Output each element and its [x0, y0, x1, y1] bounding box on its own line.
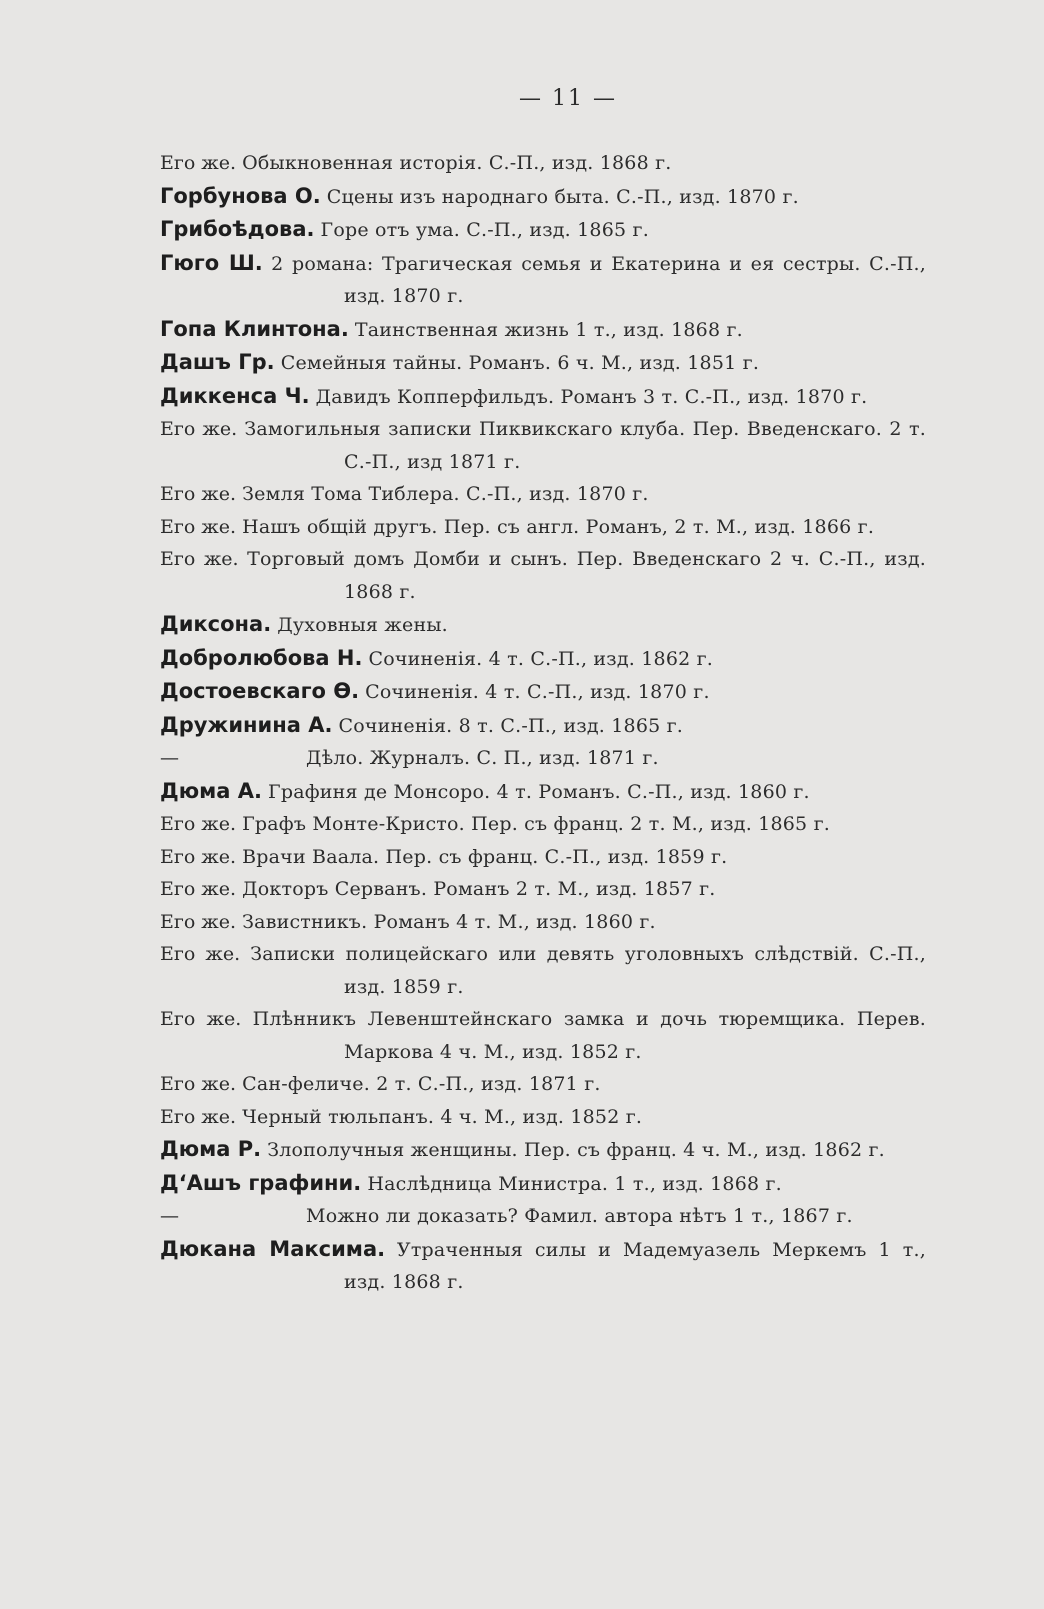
- entry-description: Записки полицейскаго или девять уголовныхъ слѣдствій. С.-П., изд. 1859 г.: [250, 943, 926, 998]
- entry-author: Его же.: [160, 483, 237, 505]
- entry-author: Добролюбова Н.: [160, 645, 363, 670]
- catalog-entry: [160, 841, 926, 874]
- catalog-entry: [160, 478, 926, 511]
- entry-description: Докторъ Серванъ. Романъ 2 т. М., изд. 1857 г.: [242, 878, 716, 900]
- catalog-entry: [160, 642, 926, 676]
- entry-description: Сочиненія. 8 т. С.-П., изд. 1865 г.: [338, 714, 684, 737]
- entry-description: Утраченныя силы и Мадемуазель Меркемъ 1 т., изд. 1868 г.: [344, 1238, 926, 1293]
- entry-author: Диккенса Ч.: [160, 383, 310, 408]
- entry-author: Дюкана Максима.: [160, 1236, 386, 1261]
- catalog-entry: [160, 709, 926, 743]
- entry-description: Можно ли доказать? Фамил. автора нѣтъ 1 т., 1867 г.: [306, 1205, 853, 1227]
- catalog-entry: [160, 1003, 926, 1068]
- entry-description: Таинственная жизнь 1 т., изд. 1868 г.: [354, 318, 743, 341]
- entry-description: Сан-феличе. 2 т. С.-П., изд. 1871 г.: [242, 1073, 601, 1095]
- entry-author: Гюго Ш.: [160, 250, 263, 275]
- catalog-entry: [160, 543, 926, 608]
- catalog-entries: [160, 147, 926, 1299]
- entry-description: Завистникъ. Романъ 4 т. М., изд. 1860 г.: [242, 910, 656, 933]
- catalog-entry: [160, 1068, 926, 1101]
- entry-author: Гопа Клинтона.: [160, 316, 349, 341]
- page-number: — 11 —: [519, 86, 617, 111]
- catalog-entry: [160, 808, 926, 841]
- catalog-entry: [160, 313, 926, 347]
- entry-author: Его же.: [160, 1008, 242, 1030]
- ditto-dash: —: [160, 1205, 179, 1227]
- catalog-entry: [160, 938, 926, 1003]
- catalog-entry: [160, 346, 926, 380]
- catalog-entry: [160, 675, 926, 709]
- entry-description: Черный тюльпанъ. 4 ч. М., изд. 1852 г.: [242, 1105, 643, 1128]
- catalog-entry: [160, 380, 926, 414]
- ditto-dash: —: [160, 747, 179, 769]
- entry-author: Его же.: [160, 515, 237, 538]
- catalog-entry: [160, 1167, 926, 1201]
- entry-description: Горе отъ ума. С.-П., изд. 1865 г.: [320, 219, 649, 241]
- entry-description: Сочиненія. 4 т. С.-П., изд. 1870 г.: [365, 681, 710, 703]
- entry-description: Обыкновенная исторія. С.-П., изд. 1868 г.: [242, 152, 672, 174]
- entry-description: 2 романа: Трагическая семья и Екатерина и ея сестры. С.-П., изд. 1870 г.: [271, 252, 926, 307]
- entry-description: Врачи Ваала. Пер. съ франц. С.-П., изд. 1859 г.: [242, 845, 728, 868]
- entry-description: Плѣнникъ Левенштейнскаго замка и дочь тюремщика. Перев. Маркова 4 ч. М., изд. 1852 г.: [252, 1008, 926, 1063]
- catalog-entry: [160, 1200, 926, 1233]
- entry-author: Горбунова О.: [160, 183, 321, 208]
- catalog-entry: [160, 742, 926, 775]
- entry-description: Дѣло. Журналъ. С. П., изд. 1871 г.: [306, 747, 659, 769]
- entry-author: Дюма Р.: [160, 1137, 262, 1161]
- entry-author: Его же.: [160, 878, 237, 900]
- entry-author: Его же.: [160, 910, 237, 933]
- entry-description: Торговый домъ Домби и сынъ. Пер. Введенскаго 2 ч. С.-П., изд. 1868 г.: [247, 548, 926, 603]
- entry-description: Злополучныя женщины. Пер. съ франц. 4 ч. М., изд. 1862 г.: [267, 1139, 885, 1161]
- entry-author: Диксона.: [160, 612, 272, 636]
- entry-author: Его же.: [160, 418, 238, 440]
- entry-author: Его же.: [160, 813, 237, 835]
- entry-author: Грибоѣдова.: [160, 217, 315, 241]
- catalog-entry: [160, 1133, 926, 1167]
- entry-author: Д‘Ашъ графини.: [160, 1170, 362, 1195]
- catalog-entry: [160, 1233, 926, 1299]
- entry-author: Дружинина А.: [160, 712, 333, 737]
- entry-description: Сочиненія. 4 т. С.-П., изд. 1862 г.: [368, 647, 714, 670]
- entry-author: Достоевскаго Ѳ.: [160, 679, 360, 703]
- entry-description: Земля Тома Тиблера. С.-П., изд. 1870 г.: [242, 483, 649, 505]
- entry-author: Его же.: [160, 1073, 237, 1095]
- catalog-entry: [160, 180, 926, 214]
- catalog-entry: [160, 608, 926, 642]
- entry-author: Его же.: [160, 845, 237, 868]
- entry-description: Наслѣдница Министра. 1 т., изд. 1868 г.: [367, 1172, 782, 1195]
- entry-author: Его же.: [160, 152, 237, 174]
- entry-author: Его же.: [160, 943, 241, 965]
- catalog-entry: [160, 906, 926, 939]
- entry-description: Духовныя жены.: [277, 614, 448, 636]
- catalog-entry: [160, 511, 926, 544]
- catalog-entry: [160, 775, 926, 809]
- catalog-entry: [160, 247, 926, 313]
- catalog-entry: [160, 1101, 926, 1134]
- catalog-entry: [160, 413, 926, 478]
- entry-description: Нашъ общій другъ. Пер. съ англ. Романъ, 2 т. М., изд. 1866 г.: [242, 515, 875, 538]
- entry-description: Давидъ Копперфильдъ. Романъ 3 т. С.-П., изд. 1870 г.: [315, 385, 868, 408]
- entry-author: Его же.: [160, 1105, 237, 1128]
- entry-description: Графиня де Монсоро. 4 т. Романъ. С.-П., изд. 1860 г.: [268, 780, 810, 803]
- entry-description: Графъ Монте-Кристо. Пер. съ франц. 2 т. М., изд. 1865 г.: [242, 813, 830, 835]
- entry-author: Дашъ Гр.: [160, 350, 275, 374]
- catalog-entry: [160, 873, 926, 906]
- entry-description: Семейныя тайны. Романъ. 6 ч. М., изд. 1851 г.: [280, 352, 760, 374]
- entry-author: Дюма А.: [160, 778, 262, 803]
- catalog-entry: [160, 213, 926, 247]
- entry-description: Сцены изъ народнаго быта. С.-П., изд. 1870 г.: [326, 185, 799, 208]
- entry-description: Замогильныя записки Пиквикскаго клуба. Пер. Введенскаго. 2 т. С.-П., изд 1871 г.: [244, 418, 926, 473]
- catalog-entry: [160, 147, 926, 180]
- entry-author: Его же.: [160, 548, 239, 570]
